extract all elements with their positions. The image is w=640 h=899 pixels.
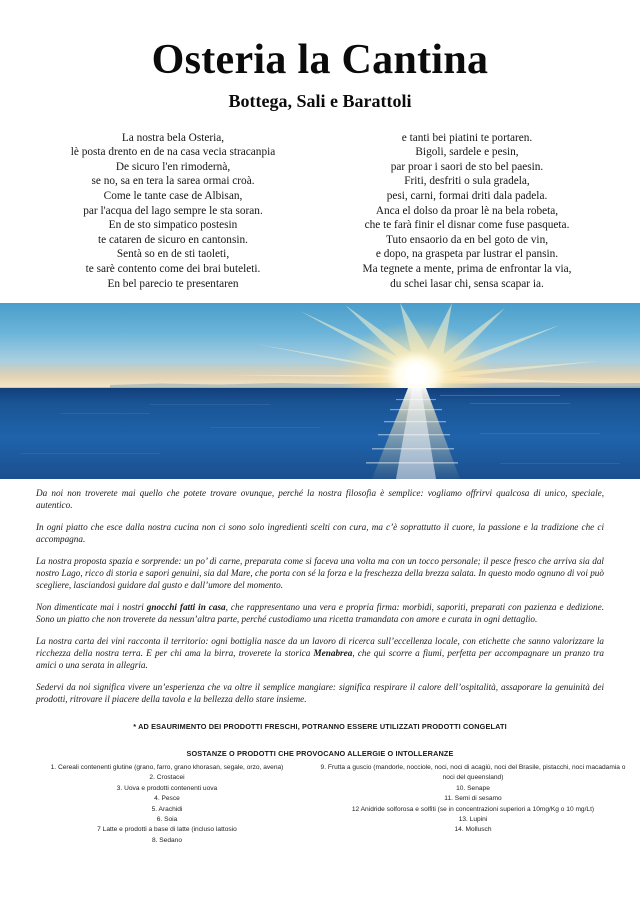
sunset-over-sea-photo [0,303,640,479]
allergen-item: 10. Senape [456,784,490,792]
allergen-column-left [14,763,320,846]
allergen-item: 6. Soia [156,816,178,824]
page-header [0,0,640,113]
poem-line: Ma tegnete a mente, prima de enfrontar la via, [362,263,572,276]
about-paragraph [36,521,604,546]
poem-line: du schei lasar chi, sensa scapar ia. [390,277,544,290]
poem-line: De sicuro l'en rimodernà, [115,160,231,173]
photo-graphic [0,303,640,479]
page-title: Osteria la Cantina [151,37,489,83]
about-paragraph [36,601,604,626]
allergen-item: 14. Mollusch [454,826,492,834]
allergen-item: 3. Uova e prodotti contenenti uova [116,784,218,792]
about-paragraph [36,681,604,706]
paragraph-text: , che qui scorre a fiumi, perfetta per accompagnare un pranzo tra amici o una serata in allegria. [36,648,604,671]
allergen-item: 12 Anidride solforosa e solfiti (se in concentrazioni superiori a 10mg/Kg o 10 mg/Lt) [351,805,595,813]
emphasis-text: gnocchi fatti in casa [146,601,226,612]
allergens-section [0,763,640,846]
poem-column-left [26,131,320,292]
allergen-item: 2. Crostacei [149,774,185,782]
allergen-item: 1. Cereali contenenti glutine (grano, farro, grano khorasan, segale, orzo, avena) [50,764,284,771]
poem-line: se no, sa en tera la sarea ormai croà. [91,175,255,188]
poem-line: te sarè contento come dei brai buteleti. [85,263,261,276]
paragraph-text: Non dimenticate mai i nostri [36,601,147,612]
paragraph-text: Da noi non troverete mai quello che potete trovare ovunque, perché la nostra filosofia è semplice: vogliamo offrirvi qualcosa di unico, speciale, autentico. [36,488,604,511]
poem-line: Friti, desfriti o sula gradela, [404,175,530,188]
about-paragraph [36,555,604,592]
poem-line: e dopo, na graspeta par lustrar el pansin. [375,248,559,261]
about-paragraph [36,635,604,672]
poem-line: Bigoli, sardele e pesin, [415,146,519,159]
poem-line: La nostra bela Osteria, [121,131,225,144]
about-text-section [0,487,640,706]
allergen-item: 13. Lupini [458,816,488,824]
poem-column-right [320,131,614,292]
emphasis-text: Menabrea [313,648,353,659]
poem-line: En de sto simpatico postesin [108,219,238,232]
paragraph-text: La nostra proposta spazia e sorprende: un po’ di carne, preparata come si faceva una volta ma con un tocco personale; il pesce fresco che arriva sia dal nostro Lago, ricco di storia e sapori genuini, sia dal Mare, che porta con sé la forza e la freschezza della brezza salata. In questo modo ognuno di voi può scegliere, lasciandosi guidare dal gusto e dall’umore del momento. [36,555,604,591]
frozen-products-notice: * AD ESAURIMENTO DEI PRODOTTI FRESCHI, POTRANNO ESSERE UTILIZZATI PRODOTTI CONGELATI [133,722,507,731]
allergen-item: 8. Sedano [151,836,183,844]
poem-line: Anca el dolso da proar lè na bela robeta, [375,204,559,217]
paragraph-text: Sedervi da noi significa vivere un’esperienza che va oltre il semplice mangiare: significa respirare il calore dell’ospitalità, assaporare la genuinità dei prodotti, ritrovare il piacere della tavola e la bellezza dello stare insieme. [36,681,604,705]
poem-line: par l'acqua del lago sempre le sta soran. [83,204,263,217]
allergen-item: 11. Semi di sesamo [444,795,502,803]
allergen-item: 7 Latte e prodotti a base di latte (incluso lattosio [97,826,237,834]
page-subtitle: Bottega, Sali e Barattoli [228,91,412,112]
allergen-item: 4. Pesce [154,795,180,803]
poem-line: lè posta drento en de na casa vecia stracanpia [70,146,276,159]
paragraph-text: , che rappresentano una vera e propria firma: morbidi, saporiti, preparati con pazienza e dedizione. Sono un piatto che non troverete da nessun’altra parte, perché custodiamo una ricetta tramandata con amore e curata in ogni dettaglio. [36,601,605,625]
allergen-column-right [320,763,626,846]
poem-line: Come le tante case de Albisan, [103,190,243,203]
about-paragraph [36,487,604,512]
poem-line: par proar i saori de sto bel paesin. [390,160,544,173]
poem-line: pesi, carni, formai driti dala padela. [386,190,548,203]
poem-section [0,131,640,292]
allergen-item: 9. Frutta a guscio (mandorle, nocciole, noci, noci di acagiù, noci del Brasile, pistacchi, noci macadamia o noci del queensland) [320,764,626,782]
poem-line: te cataren de sicuro en cantonsin. [98,233,248,246]
poem-line: e tanti bei piatini te portaren. [401,131,533,144]
allergen-item: 5. Arachidi [151,805,183,813]
paragraph-text: In ogni piatto che esce dalla nostra cucina non ci sono solo ingredienti scelti con cura, ma c’è soprattutto il cuore, la passione e la tradizione che ci accompagna. [36,521,604,545]
allergens-heading: SOSTANZE O PRODOTTI CHE PROVOCANO ALLERGIE O INTOLLERANZE [186,749,454,758]
notices-section [0,722,640,759]
poem-line: Tuto ensaorio da en bel goto de vin, [385,233,549,246]
paragraph-text: La nostra carta dei vini racconta il territorio: ogni bottiglia nasce da un lavoro di ricerca sull’eccellenza locale, con etichette che sanno valorizzare la ricchezza della nostra terra. E per chi ama la birra, troverete la storica [36,635,604,659]
poem-line: che te farà finir el disnar come fuse pasqueta. [364,219,570,232]
poem-line: En bel parecio te presentaren [107,277,239,290]
poem-line: Sentà so en de sti taoleti, [116,248,230,261]
